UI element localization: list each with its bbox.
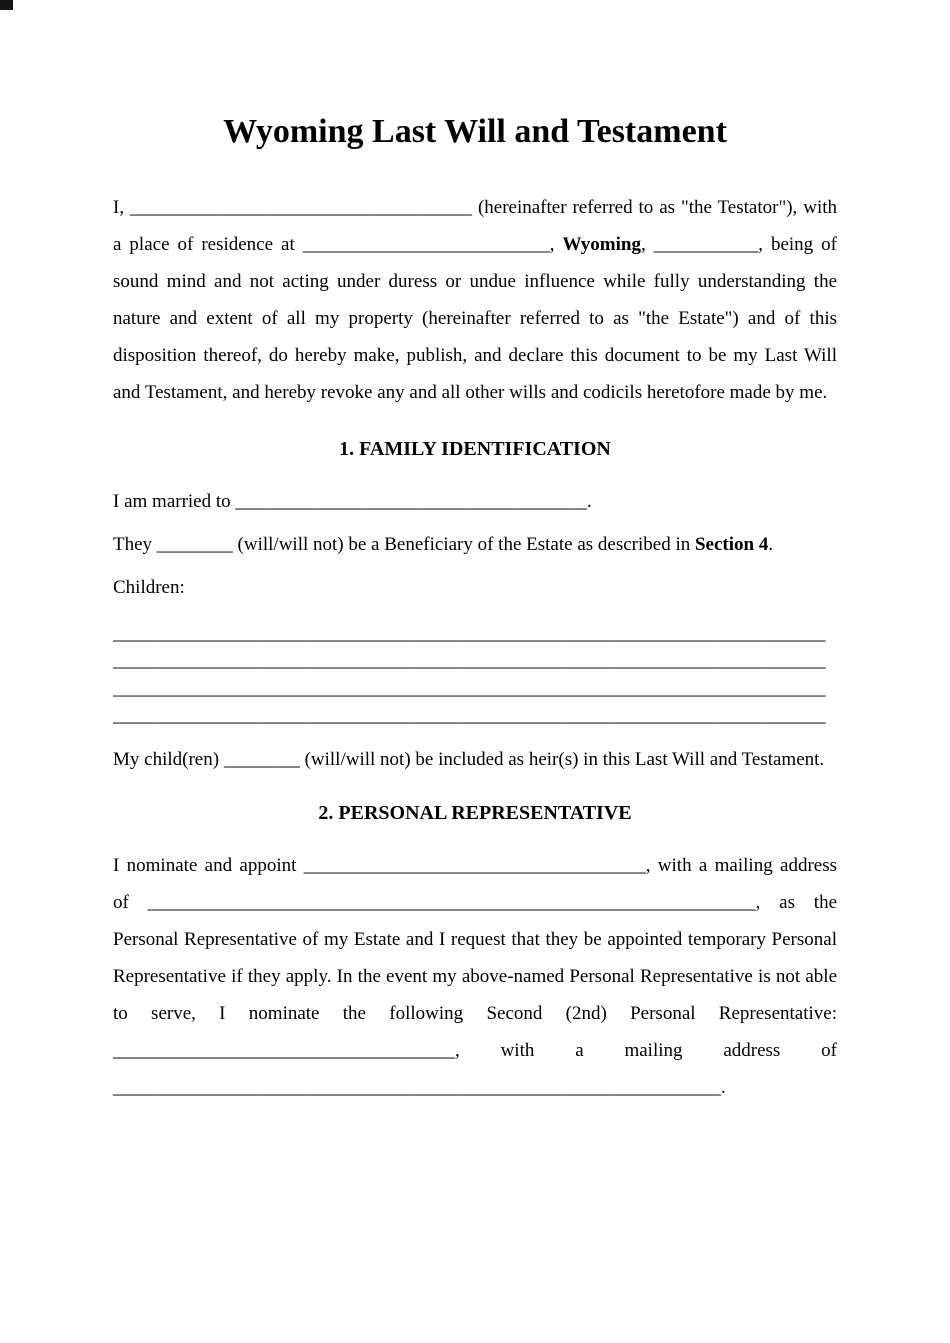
children-blank-line: ___________________________________________________________________________: [113, 650, 826, 672]
children-blank-line: ___________________________________________________________________________: [113, 622, 826, 644]
children-blank-line: ___________________________________________________________________________: [113, 705, 826, 727]
children-blank-line: ___________________________________________________________________________: [113, 677, 826, 699]
secondary-representative-address-blank: ________________________________________________________________: [113, 1076, 721, 1098]
section-2-heading: 2. PERSONAL REPRESENTATIVE: [318, 801, 632, 824]
scan-corner-artifact: [0, 0, 13, 10]
rep-text-3: , as the Personal Representative of my Estate and I request that they be appointed temporary Personal Representative if they apply. In the event my above-named Personal Representative is not able to serve, I nominate the following Second (2nd) Personal Representative:: [113, 891, 837, 1024]
testator-name-blank: ____________________________________: [130, 196, 473, 218]
heirs-text-2: (will/will not) be included as heir(s) in this Last Will and Testament.: [299, 748, 825, 770]
residence-blank: __________________________: [302, 233, 550, 255]
opening-text-1: I,: [113, 196, 131, 218]
secondary-representative-name-blank: ____________________________________: [113, 1039, 455, 1061]
state-name: Wyoming: [562, 233, 641, 255]
married-text-2: .: [586, 490, 592, 512]
document-body: [0, 189, 950, 1106]
opening-text-4: ,: [640, 233, 654, 255]
beneficiary-line: [113, 526, 837, 563]
zip-blank: ___________: [653, 233, 759, 255]
document-title: Wyoming Last Will and Testament: [223, 113, 727, 150]
rep-text-4: , with a mailing address of: [455, 1039, 837, 1061]
section-1-heading: 1. FAMILY IDENTIFICATION: [339, 437, 611, 460]
heirs-text-1: My child(ren): [113, 748, 224, 770]
representative-paragraph: [113, 847, 837, 1106]
primary-representative-name-blank: ____________________________________: [303, 854, 646, 876]
section-4-reference: Section 4: [694, 533, 769, 555]
primary-representative-address-blank: ________________________________________________________________: [147, 891, 756, 913]
married-line: [113, 483, 837, 520]
beneficiary-text-1: They: [113, 533, 157, 555]
beneficiary-text-2: (will/will not) be a Beneficiary of the Estate as described in: [232, 533, 695, 555]
beneficiary-text-3: .: [768, 533, 774, 555]
heirs-will-blank: ________: [223, 748, 300, 770]
rep-text-1: I nominate and appoint: [113, 854, 304, 876]
opening-text-3: ,: [549, 233, 563, 255]
children-label: Children:: [113, 576, 185, 598]
opening-text-2: (hereinafter referred to as "the Testator"), with a place of residence at: [113, 196, 837, 255]
rep-text-2: , with a mailing address of: [113, 854, 837, 913]
rep-text-5: .: [721, 1076, 726, 1098]
beneficiary-will-blank: ________: [156, 533, 233, 555]
spouse-name-blank: _____________________________________: [235, 490, 587, 512]
opening-text-5: , being of sound mind and not acting under duress or undue influence while fully understanding the nature and extent of all my property (hereinafter referred to as "the Estate") and of this disposition thereof, do hereby make, publish, and declare this document to be my Last Will and Testament, and hereby revoke any and all other wills and codicils heretofore made by me.: [113, 233, 837, 403]
children-fill-lines: [113, 620, 837, 730]
opening-paragraph: [113, 189, 837, 411]
married-text-1: I am married to: [113, 490, 236, 512]
heirs-paragraph: [113, 744, 837, 775]
